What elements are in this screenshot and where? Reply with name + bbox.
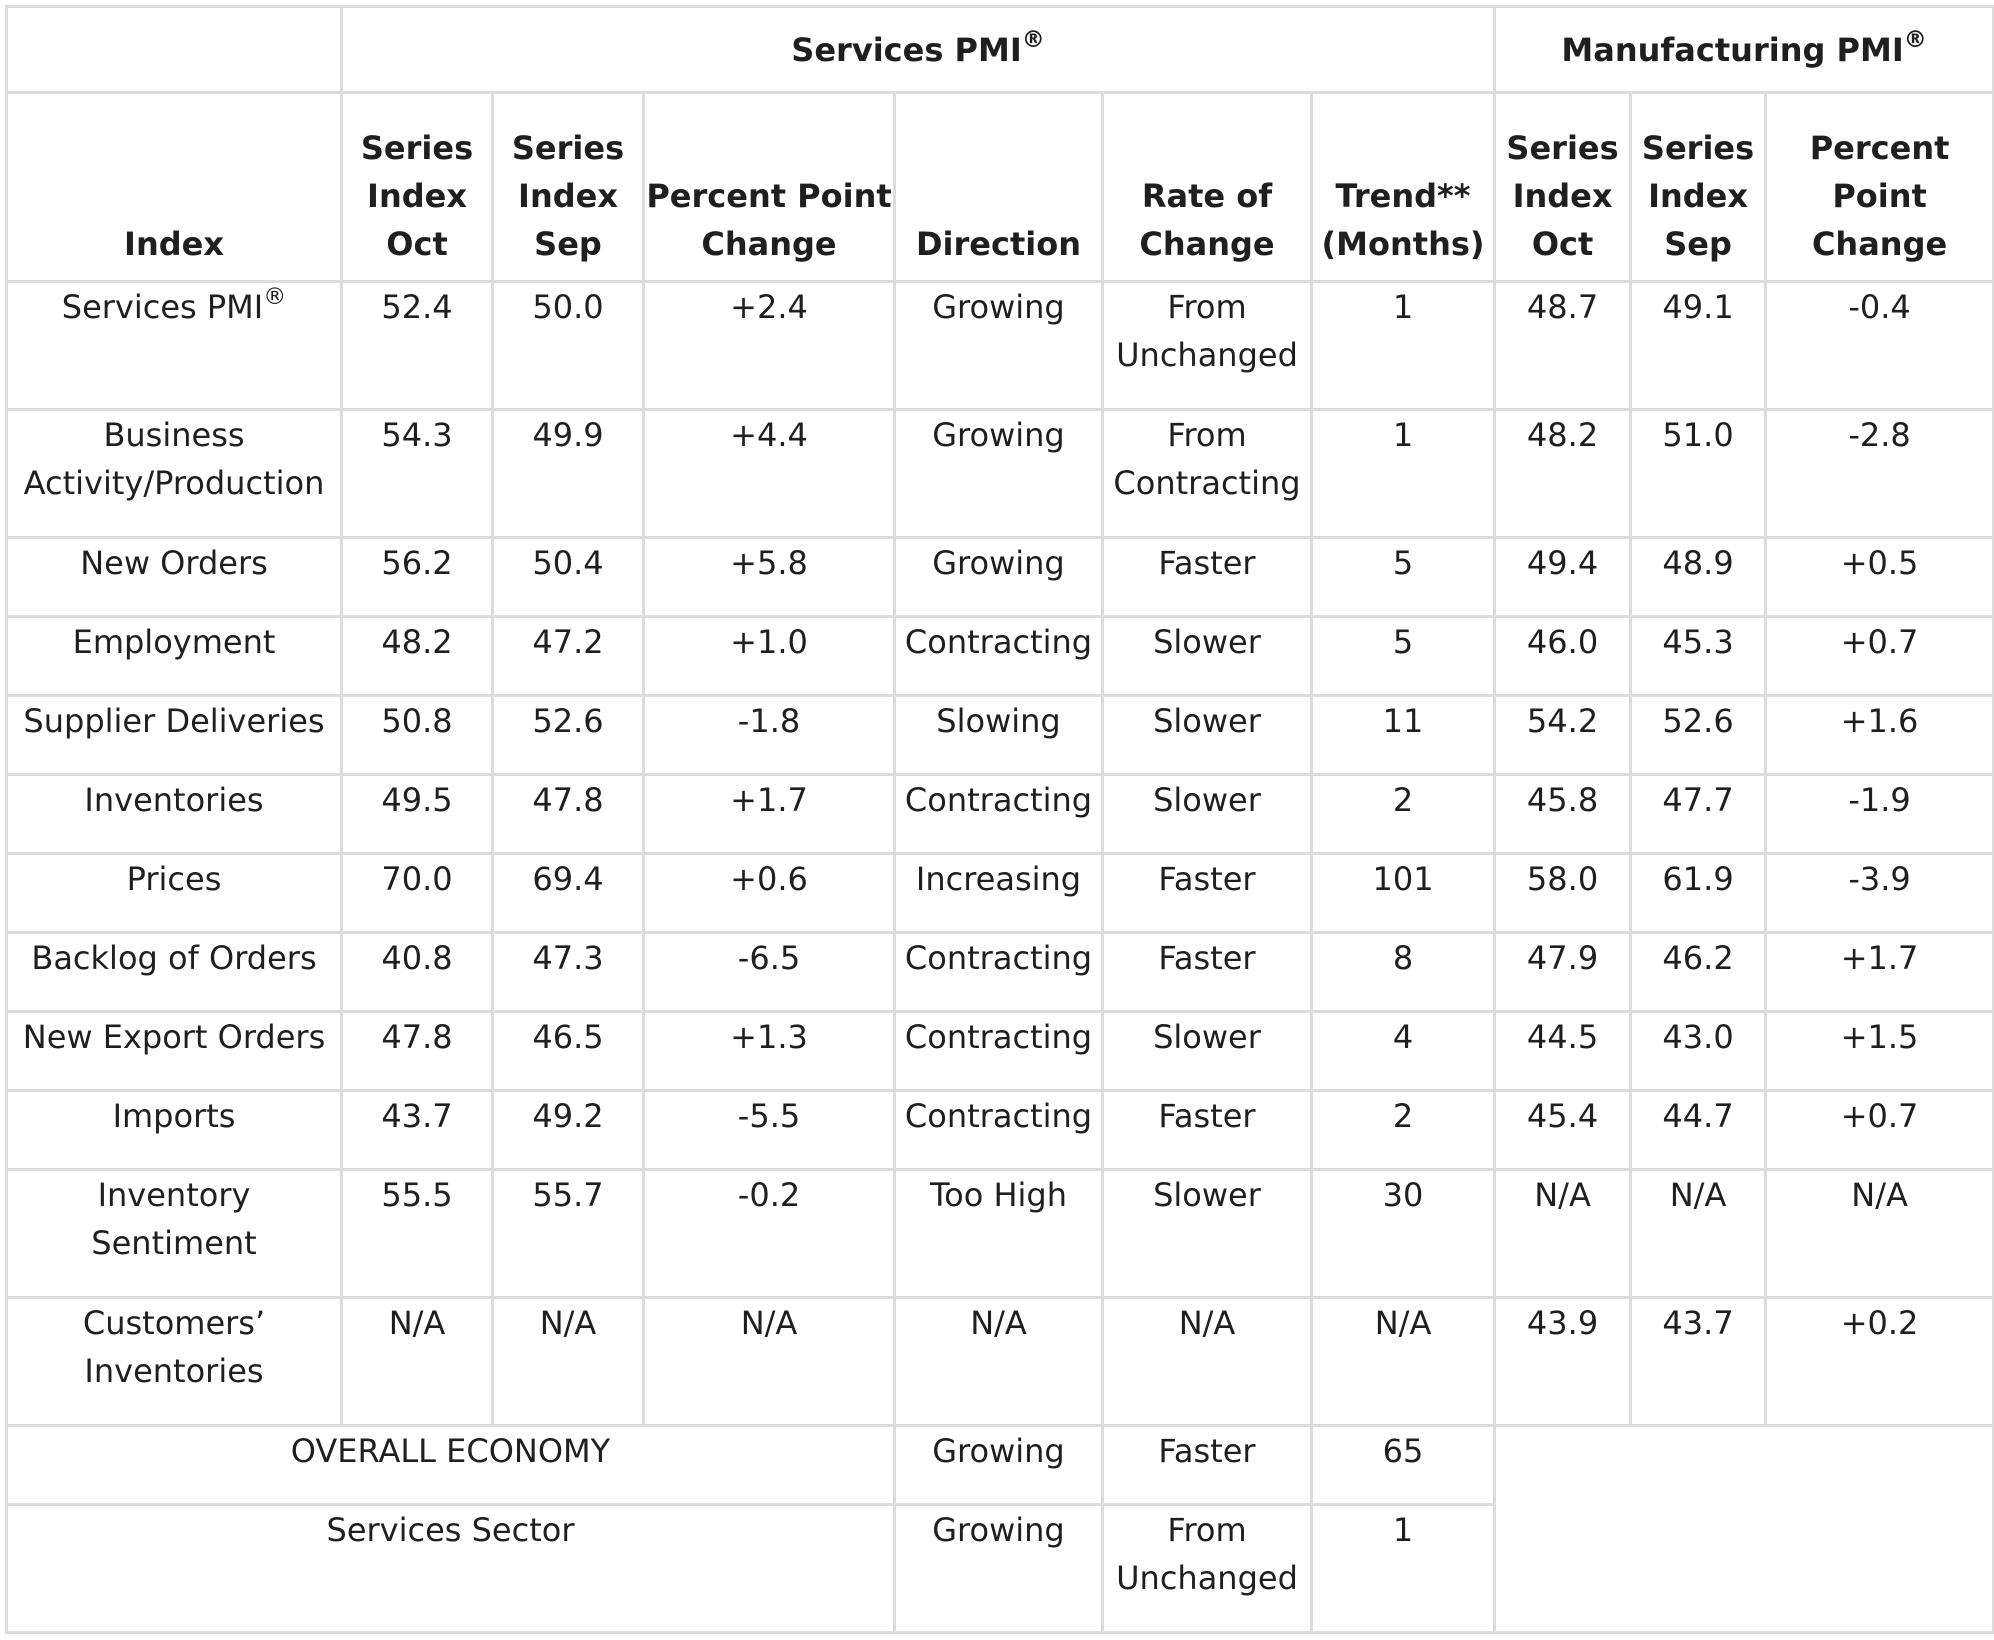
services-sep-value: 69.4 <box>493 854 644 933</box>
trend-value: 2 <box>1312 1091 1495 1170</box>
services-sep-value: 47.3 <box>493 933 644 1012</box>
direction-value: Contracting <box>895 1091 1103 1170</box>
manufacturing-sep-value: 51.0 <box>1631 410 1766 538</box>
table-row <box>7 775 1994 854</box>
direction-value: Growing <box>895 538 1103 617</box>
direction-value: Contracting <box>895 933 1103 1012</box>
trend-value: 2 <box>1312 775 1495 854</box>
row-label: Employment <box>7 617 342 696</box>
rate-value: Faster <box>1103 538 1312 617</box>
trend-value: 5 <box>1312 617 1495 696</box>
trend-value: 101 <box>1312 854 1495 933</box>
row-label: Imports <box>7 1091 342 1170</box>
manufacturing-oct-value: 49.4 <box>1495 538 1631 617</box>
pmi-comparison-table <box>5 5 1994 1634</box>
table-row <box>7 854 1994 933</box>
rate-value: Faster <box>1103 1091 1312 1170</box>
manufacturing-change-value: -2.8 <box>1766 410 1994 538</box>
services-change-value: +1.0 <box>644 617 895 696</box>
column-header-direction: Direction <box>895 93 1103 282</box>
services-oct-value: 50.8 <box>342 696 493 775</box>
direction-value: N/A <box>895 1298 1103 1426</box>
services-oct-value: 40.8 <box>342 933 493 1012</box>
services-oct-value: 54.3 <box>342 410 493 538</box>
table-row <box>7 933 1994 1012</box>
services-change-value: -6.5 <box>644 933 895 1012</box>
rate-value: Slower <box>1103 1012 1312 1091</box>
row-label: New Orders <box>7 538 342 617</box>
rate-value: Slower <box>1103 1170 1312 1298</box>
manufacturing-sep-value: 46.2 <box>1631 933 1766 1012</box>
manufacturing-change-value: +0.7 <box>1766 1091 1994 1170</box>
services-oct-value: 56.2 <box>342 538 493 617</box>
manufacturing-oct-value: 45.4 <box>1495 1091 1631 1170</box>
rate-value: From Contracting <box>1103 410 1312 538</box>
column-header-manufacturing-change: Percent Point Change <box>1766 93 1994 282</box>
manufacturing-oct-value: N/A <box>1495 1170 1631 1298</box>
rate-value: Faster <box>1103 854 1312 933</box>
services-change-value: -5.5 <box>644 1091 895 1170</box>
trend-value: 5 <box>1312 538 1495 617</box>
services-sep-value: 50.0 <box>493 282 644 410</box>
manufacturing-change-value: +1.5 <box>1766 1012 1994 1091</box>
group-header-services <box>342 7 1495 93</box>
manufacturing-pmi-title: Manufacturing PMI <box>1561 30 1904 69</box>
table-row <box>7 696 1994 775</box>
manufacturing-sep-value: 47.7 <box>1631 775 1766 854</box>
rate-value: Faster <box>1103 933 1312 1012</box>
manufacturing-change-value: -1.9 <box>1766 775 1994 854</box>
manufacturing-change-value: -0.4 <box>1766 282 1994 410</box>
direction-value: Slowing <box>895 696 1103 775</box>
manufacturing-change-value: +0.7 <box>1766 617 1994 696</box>
direction-value: Growing <box>895 1505 1103 1633</box>
services-change-value: -1.8 <box>644 696 895 775</box>
manufacturing-oct-value: 44.5 <box>1495 1012 1631 1091</box>
services-oct-value: 43.7 <box>342 1091 493 1170</box>
services-sep-value: 55.7 <box>493 1170 644 1298</box>
manufacturing-sep-value: 49.1 <box>1631 282 1766 410</box>
manufacturing-oct-value: 48.7 <box>1495 282 1631 410</box>
services-change-value: +1.3 <box>644 1012 895 1091</box>
trend-value: 65 <box>1312 1426 1495 1505</box>
services-sep-value: 52.6 <box>493 696 644 775</box>
services-change-value: +4.4 <box>644 410 895 538</box>
rate-value: N/A <box>1103 1298 1312 1426</box>
row-label: Business Activity/Production <box>7 410 342 538</box>
manufacturing-oct-value: 47.9 <box>1495 933 1631 1012</box>
column-header-services-change: Percent Point Change <box>644 93 895 282</box>
column-header-index: Index <box>7 93 342 282</box>
direction-value: Contracting <box>895 775 1103 854</box>
manufacturing-sep-value: 45.3 <box>1631 617 1766 696</box>
manufacturing-sep-value: 48.9 <box>1631 538 1766 617</box>
column-header-services-oct: Series Index Oct <box>342 93 493 282</box>
table-row <box>7 617 1994 696</box>
rate-value: Faster <box>1103 1426 1312 1505</box>
trend-value: 8 <box>1312 933 1495 1012</box>
rate-value: From Unchanged <box>1103 282 1312 410</box>
manufacturing-oct-value: 43.9 <box>1495 1298 1631 1426</box>
row-label: Backlog of Orders <box>7 933 342 1012</box>
manufacturing-change-value: N/A <box>1766 1170 1994 1298</box>
summary-label: OVERALL ECONOMY <box>7 1426 895 1505</box>
services-sep-value: 49.2 <box>493 1091 644 1170</box>
registered-mark: ® <box>1021 26 1045 53</box>
direction-value: Too High <box>895 1170 1103 1298</box>
trend-value: 11 <box>1312 696 1495 775</box>
rate-value: From Unchanged <box>1103 1505 1312 1633</box>
manufacturing-sep-value: 43.0 <box>1631 1012 1766 1091</box>
rate-value: Slower <box>1103 617 1312 696</box>
trend-value: 1 <box>1312 410 1495 538</box>
manufacturing-oct-value: 45.8 <box>1495 775 1631 854</box>
manufacturing-sep-value: 44.7 <box>1631 1091 1766 1170</box>
summary-label: Services Sector <box>7 1505 895 1633</box>
manufacturing-sep-value: N/A <box>1631 1170 1766 1298</box>
column-header-services-sep: Series Index Sep <box>493 93 644 282</box>
trend-value: 1 <box>1312 282 1495 410</box>
row-label: Inventories <box>7 775 342 854</box>
manufacturing-change-value: +0.2 <box>1766 1298 1994 1426</box>
manufacturing-change-value: -3.9 <box>1766 854 1994 933</box>
direction-value: Increasing <box>895 854 1103 933</box>
services-oct-value: 47.8 <box>342 1012 493 1091</box>
manufacturing-sep-value: 61.9 <box>1631 854 1766 933</box>
table-row <box>7 282 1994 410</box>
services-oct-value: 55.5 <box>342 1170 493 1298</box>
column-header-manufacturing-oct: Series Index Oct <box>1495 93 1631 282</box>
manufacturing-change-value: +1.7 <box>1766 933 1994 1012</box>
manufacturing-sep-value: 52.6 <box>1631 696 1766 775</box>
summary-blank-cell <box>1495 1426 1994 1633</box>
column-header-rate: Rate of Change <box>1103 93 1312 282</box>
row-label: Inventory Sentiment <box>7 1170 342 1298</box>
row-label: Prices <box>7 854 342 933</box>
services-sep-value: 46.5 <box>493 1012 644 1091</box>
table-row <box>7 410 1994 538</box>
manufacturing-oct-value: 46.0 <box>1495 617 1631 696</box>
manufacturing-sep-value: 43.7 <box>1631 1298 1766 1426</box>
services-pmi-title: Services PMI <box>791 30 1022 69</box>
column-header-trend: Trend** (Months) <box>1312 93 1495 282</box>
table-row <box>7 1298 1994 1426</box>
table-row <box>7 1012 1994 1091</box>
trend-value: 4 <box>1312 1012 1495 1091</box>
manufacturing-oct-value: 54.2 <box>1495 696 1631 775</box>
group-header-row <box>7 7 1994 93</box>
registered-mark: ® <box>263 284 287 311</box>
registered-mark: ® <box>1903 26 1927 53</box>
services-sep-value: N/A <box>493 1298 644 1426</box>
manufacturing-change-value: +1.6 <box>1766 696 1994 775</box>
pmi-table-container <box>5 5 1994 1634</box>
manufacturing-change-value: +0.5 <box>1766 538 1994 617</box>
trend-value: N/A <box>1312 1298 1495 1426</box>
services-change-value: +0.6 <box>644 854 895 933</box>
rate-value: Slower <box>1103 696 1312 775</box>
direction-value: Contracting <box>895 617 1103 696</box>
direction-value: Growing <box>895 1426 1103 1505</box>
services-oct-value: 49.5 <box>342 775 493 854</box>
services-oct-value: N/A <box>342 1298 493 1426</box>
services-sep-value: 47.2 <box>493 617 644 696</box>
services-change-value: -0.2 <box>644 1170 895 1298</box>
services-sep-value: 50.4 <box>493 538 644 617</box>
manufacturing-oct-value: 58.0 <box>1495 854 1631 933</box>
row-label: Supplier Deliveries <box>7 696 342 775</box>
services-oct-value: 52.4 <box>342 282 493 410</box>
services-change-value: +5.8 <box>644 538 895 617</box>
table-row <box>7 1091 1994 1170</box>
row-label: Services PMI® <box>7 282 342 410</box>
row-label: Customers’ Inventories <box>7 1298 342 1426</box>
direction-value: Contracting <box>895 1012 1103 1091</box>
direction-value: Growing <box>895 410 1103 538</box>
services-change-value: +2.4 <box>644 282 895 410</box>
trend-value: 30 <box>1312 1170 1495 1298</box>
group-header-manufacturing <box>1495 7 1994 93</box>
services-change-value: +1.7 <box>644 775 895 854</box>
table-row <box>7 1170 1994 1298</box>
services-sep-value: 49.9 <box>493 410 644 538</box>
direction-value: Growing <box>895 282 1103 410</box>
services-change-value: N/A <box>644 1298 895 1426</box>
summary-row <box>7 1426 1994 1505</box>
services-oct-value: 70.0 <box>342 854 493 933</box>
trend-value: 1 <box>1312 1505 1495 1633</box>
table-row <box>7 538 1994 617</box>
column-header-row <box>7 93 1994 282</box>
manufacturing-oct-value: 48.2 <box>1495 410 1631 538</box>
column-header-manufacturing-sep: Series Index Sep <box>1631 93 1766 282</box>
services-sep-value: 47.8 <box>493 775 644 854</box>
services-oct-value: 48.2 <box>342 617 493 696</box>
rate-value: Slower <box>1103 775 1312 854</box>
row-label: New Export Orders <box>7 1012 342 1091</box>
group-header-blank <box>7 7 342 93</box>
